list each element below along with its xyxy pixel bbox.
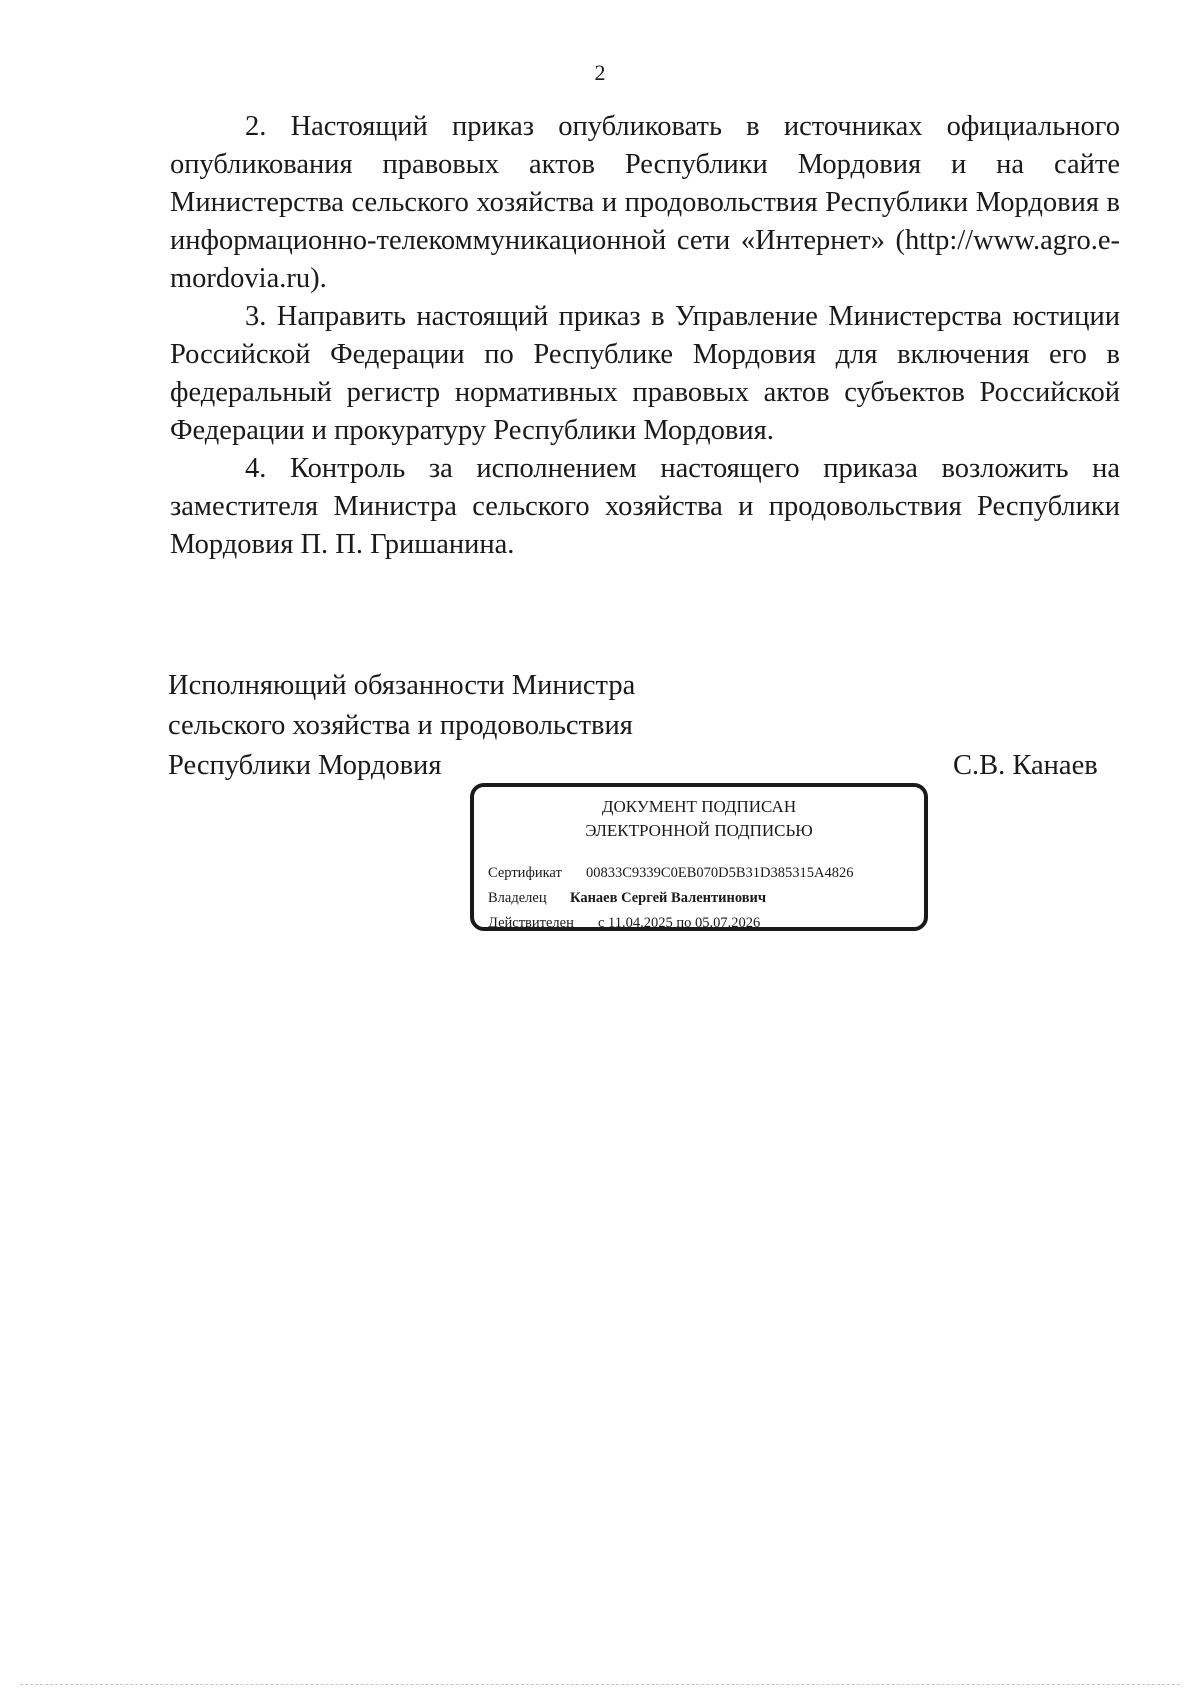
stamp-validity-row [488, 913, 760, 933]
scan-edge-divider [20, 1684, 1180, 1685]
signatory-name: С.В. Канаев [953, 750, 1098, 781]
owner-label: Владелец [488, 890, 547, 906]
stamp-owner-row [488, 888, 766, 908]
stamp-header-line: ДОКУМЕНТ ПОДПИСАН [601, 797, 797, 816]
validity-value: с 11.04.2025 по 05.07.2026 [598, 915, 761, 931]
electronic-signature-stamp [470, 783, 928, 931]
paragraph-2: 2. Настоящий приказ опубликовать в источниках официального опубликования правовых актов Республики Мордовия и на сайте Министерства сельского хозяйства и продовольствия Республики Мордовия в информационно-телекоммуникационной сети «Интернет» (http://www.agro.e-mordovia.ru). [170, 111, 1120, 294]
signatory-title-line: Исполняющий обязанности Министра [168, 670, 636, 701]
owner-value: Канаев Сергей Валентинович [570, 890, 767, 906]
signatory-title-line: сельского хозяйства и продовольствия [168, 710, 633, 741]
stamp-header [474, 795, 924, 843]
page-number: 2 [594, 60, 606, 85]
paragraph-4: 4. Контроль за исполнением настоящего приказа возложить на заместителя Министра сельского хозяйства и продовольствия Республики Мордовия П. П. Гришанина. [170, 453, 1120, 560]
document-body [170, 108, 1120, 564]
certificate-value: 00833C9339C0EB070D5B31D385315A4826 [586, 865, 854, 881]
stamp-certificate-row [488, 863, 853, 883]
signatory-title [168, 666, 635, 786]
stamp-header-line: ЭЛЕКТРОННОЙ ПОДПИСЬЮ [585, 821, 813, 840]
paragraph-3: 3. Направить настоящий приказ в Управление Министерства юстиции Российской Федерации по Республике Мордовия для включения его в федеральный регистр нормативных правовых актов субъектов Российской Федерации и прокуратуру Республики Мордовия. [170, 301, 1120, 446]
validity-label: Действителен [488, 915, 574, 931]
certificate-label: Сертификат [488, 865, 562, 881]
signatory-title-line: Республики Мордовия [168, 750, 442, 781]
